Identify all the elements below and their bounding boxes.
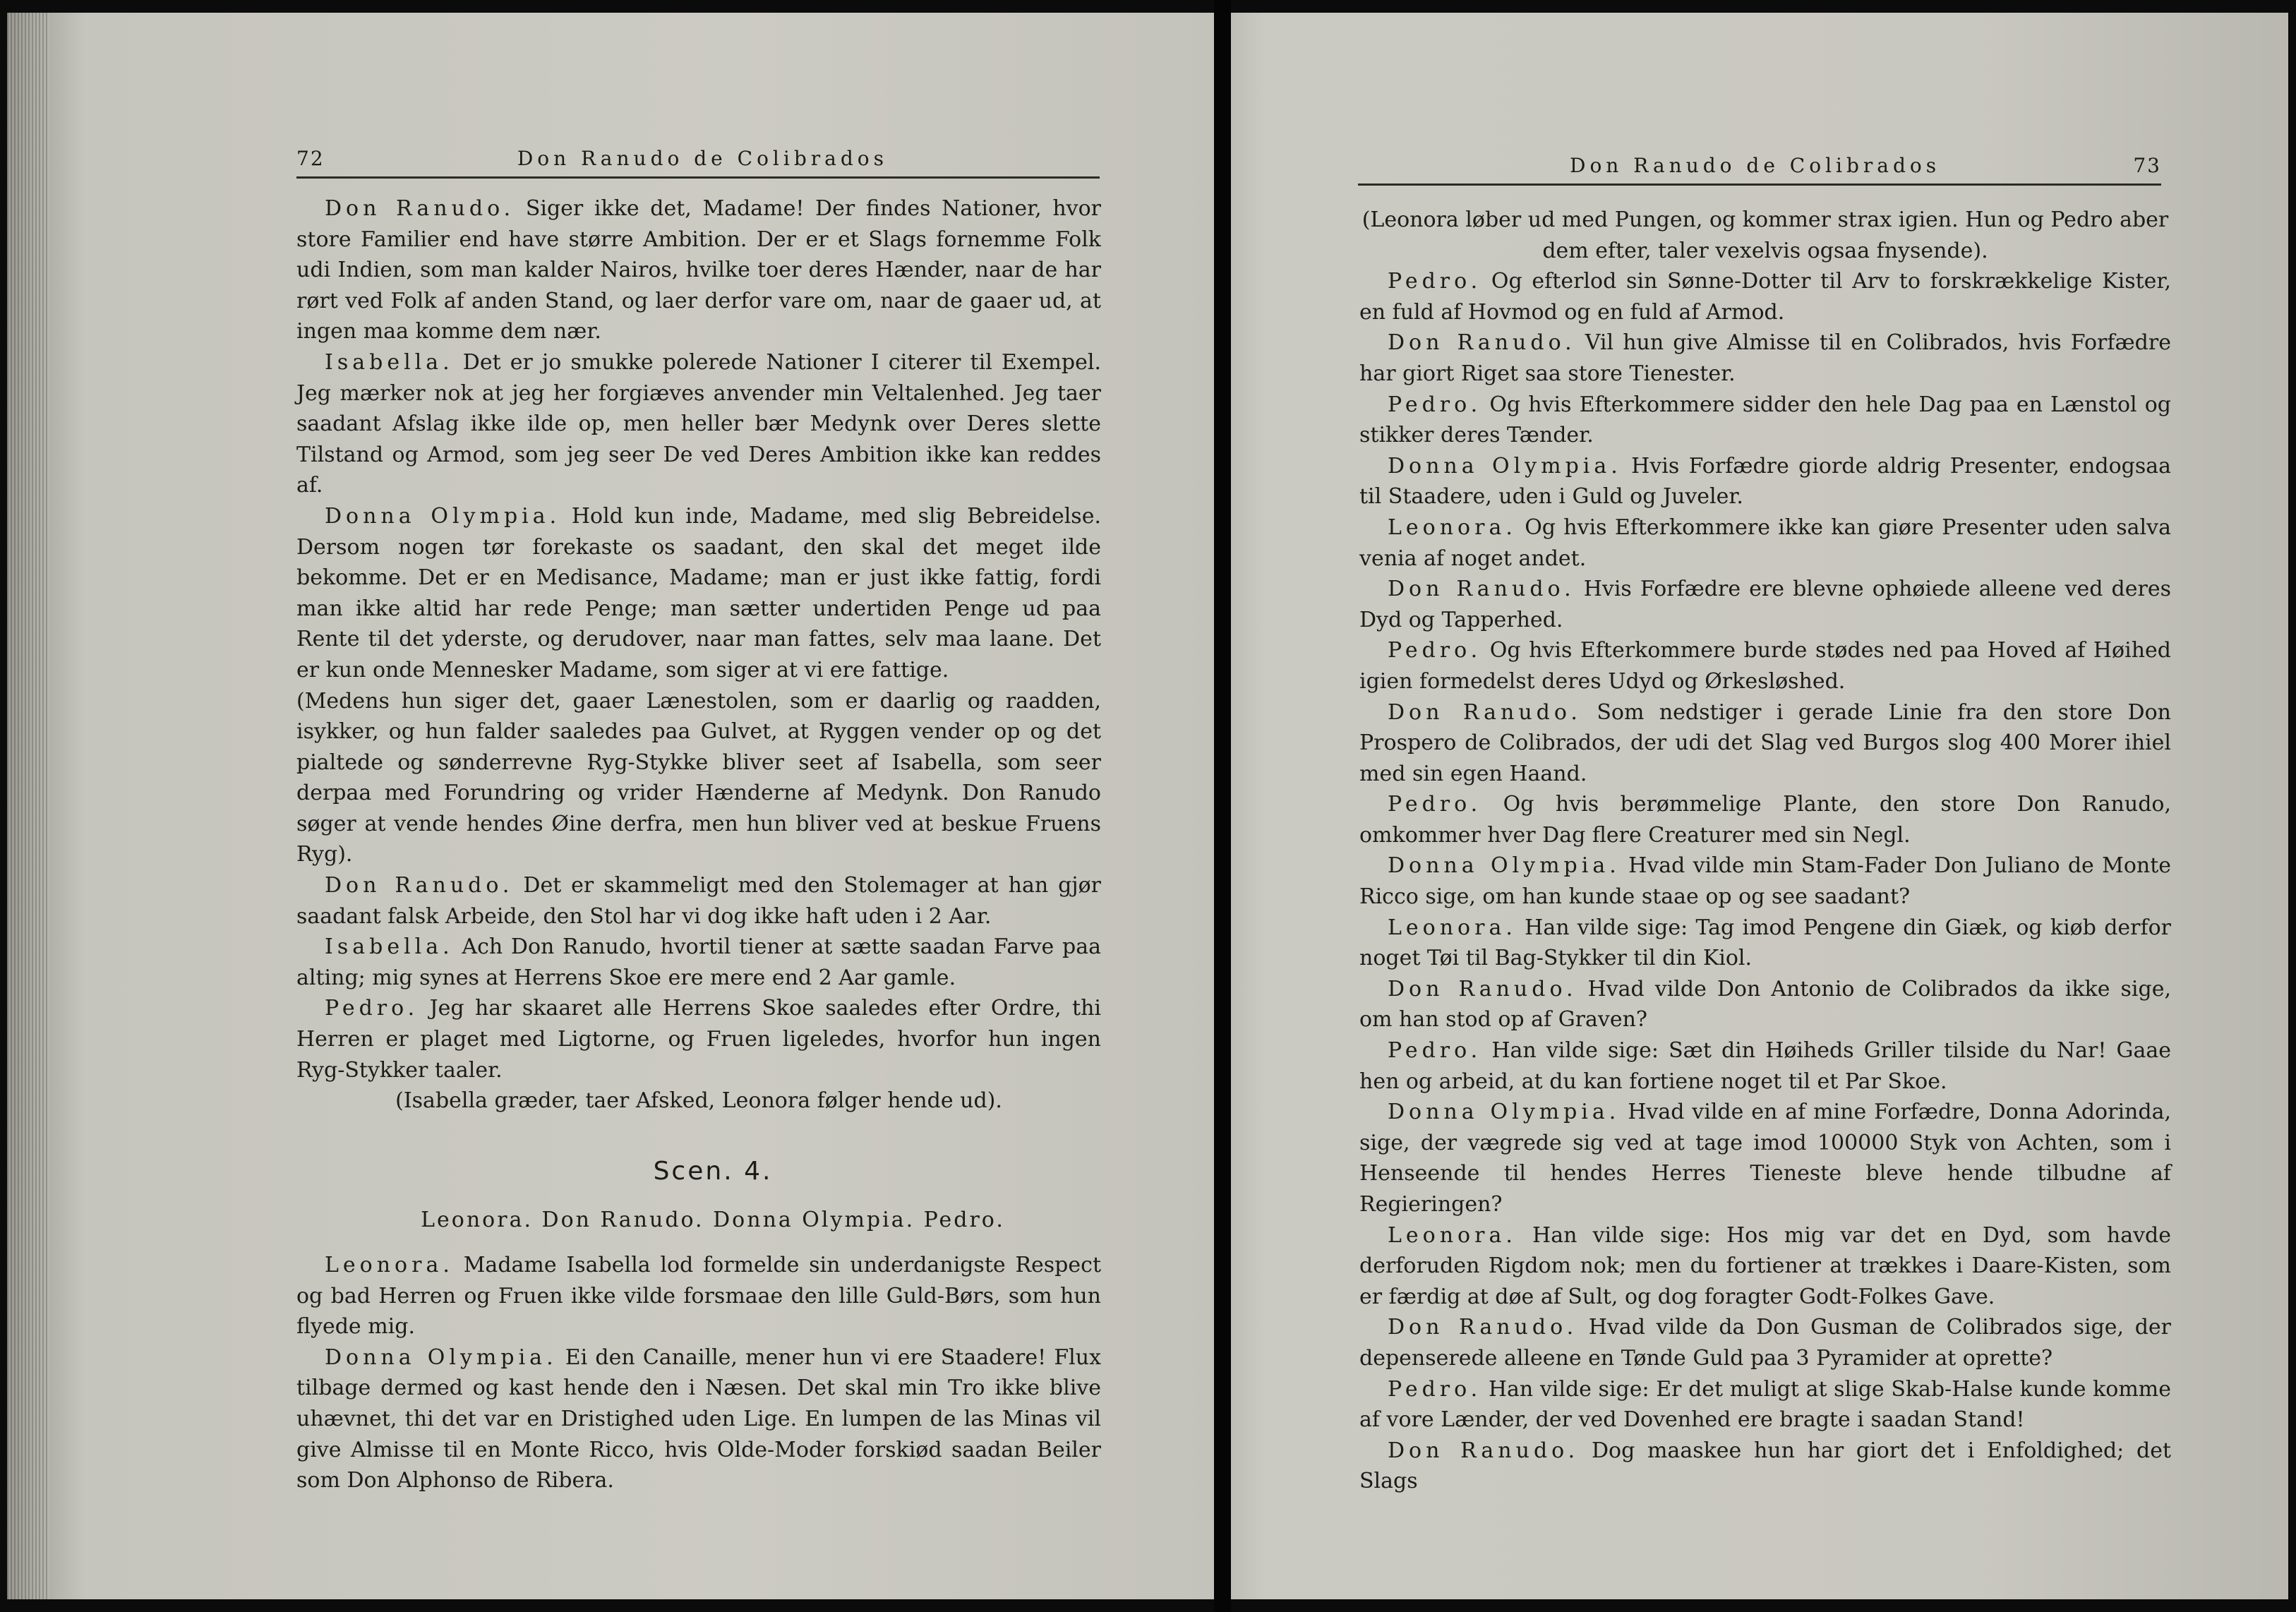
speech-paragraph xyxy=(1359,913,2171,974)
right-running-title: Don Ranudo de Colibrados xyxy=(1570,154,1941,177)
speech-paragraph xyxy=(1359,974,2171,1035)
speech-text: Og hvis berømmelige Plante, den store Don Ranudo, omkommer hver Dag flere Creaturer med sin Negl. xyxy=(1359,792,2171,848)
speech-text: Siger ikke det, Madame! Der findes Nationer, hvor store Familier end have større Ambition. Der er et Slags fornemme Folk udi Indien, som man kalder Nairos, hvilke toer deres Hænder, naar de har rørt ved Folk af anden Stand, og laer derfor vare om, naar de gaaer ud, at ingen maa komme dem nær. xyxy=(296,196,1101,344)
speech-text: Det er skammeligt med den Stolemager at han gjør saadant falsk Arbeide, den Stol har vi dog ikke haft uden i 2 Aar. xyxy=(296,873,1102,929)
speech-paragraph xyxy=(1359,327,2171,389)
right-body-text xyxy=(1359,205,2171,1497)
speaker-name: Leonora. xyxy=(1388,515,1517,540)
speech-paragraph xyxy=(1359,512,2171,574)
speech-paragraph xyxy=(1359,850,2171,912)
stage-direction xyxy=(1359,205,2171,266)
speech-text: Han vilde sige: Tag imod Pengene din Giæk, og kiøb derfor noget Tøi til Bag-Stykker til din Kiol. xyxy=(1359,915,2171,971)
stage-direction-text: (Isabella græder, taer Afsked, Leonora følger hende ud). xyxy=(395,1088,1002,1114)
speaker-name: Donna Olympia. xyxy=(1388,453,1622,479)
speech-text: Han vilde sige: Er det muligt at slige Skab-Halse kunde komme af vore Lænder, der ved Dovenhed ere bragte i saadan Stand! xyxy=(1359,1376,2171,1433)
speaker-name: Donna Olympia. xyxy=(325,503,561,529)
speaker-name: Pedro. xyxy=(1388,792,1482,817)
speech-paragraph xyxy=(296,193,1101,347)
left-body-text xyxy=(296,193,1101,1496)
speech-paragraph xyxy=(1359,574,2171,635)
right-header-rule xyxy=(1358,184,2161,186)
speaker-name: Don Ranudo. xyxy=(1388,330,1576,356)
left-running-head xyxy=(296,147,1100,170)
speech-paragraph xyxy=(1359,451,2171,512)
speaker-name: Don Ranudo. xyxy=(1388,976,1577,1002)
speaker-name: Don Ranudo. xyxy=(325,873,514,898)
left-header-rule xyxy=(296,176,1100,179)
speech-text: Ei den Canaille, mener hun vi ere Staadere! Flux tilbage dermed og kast hende den i Næsen. Det skal min Tro ikke blive uhævnet, thi det var en Dristighed uden Lige. En lumpen de las Minas vil give Almisse til en Monte Ricco, hvis Olde-Moder forskiød saadan Beiler som Don Alphonso de Ribera. xyxy=(296,1345,1101,1493)
speech-paragraph xyxy=(296,501,1101,686)
speech-paragraph xyxy=(296,1250,1101,1342)
speech-paragraph xyxy=(1359,1035,2171,1097)
stage-direction-text: (Leonora løber ud med Pungen, og kommer strax igien. Hun og Pedro aber dem efter, taler vexelvis ogsaa fnysende). xyxy=(1362,207,2169,263)
speech-paragraph xyxy=(296,1342,1101,1496)
left-running-title: Don Ranudo de Colibrados xyxy=(517,147,888,170)
speaker-name: Pedro. xyxy=(1388,392,1482,417)
speaker-name: Pedro. xyxy=(325,996,419,1021)
speech-paragraph xyxy=(1359,390,2171,451)
speech-text: Han vilde sige: Sæt din Høiheds Griller tilside du Nar! Gaae hen og arbeid, at du kan fortiene noget til et Par Skoe. xyxy=(1359,1038,2171,1094)
speech-paragraph xyxy=(296,932,1101,993)
stage-direction xyxy=(296,686,1101,871)
speech-text: Madame Isabella lod formelde sin underdanigste Respect og bad Herren og Fruen ikke vilde forsmaae den lille Guld-Børs, som hun flyede mig. xyxy=(296,1253,1101,1340)
book-spine-gap xyxy=(1214,0,1231,1612)
speech-paragraph xyxy=(296,870,1101,932)
speaker-name: Donna Olympia. xyxy=(325,1345,558,1370)
left-page-number: 72 xyxy=(296,147,325,170)
speech-paragraph xyxy=(1359,1436,2171,1497)
speaker-name: Pedro. xyxy=(1388,638,1482,663)
speech-text: Og hvis Efterkommere burde stødes ned paa Hoved af Høihed igien formedelst deres Udyd og Ørkesløshed. xyxy=(1359,638,2171,694)
speech-text: Hvad vilde da Don Gusman de Colibrados sige, der depenserede alleene en Tønde Guld paa 3 Pyramider at oprette? xyxy=(1359,1315,2172,1371)
speaker-name: Don Ranudo. xyxy=(1388,699,1582,725)
speech-paragraph xyxy=(1359,789,2171,850)
scene-heading: Scen. 4. xyxy=(653,1156,773,1186)
speaker-name: Isabella. xyxy=(325,934,454,960)
speaker-name: Donna Olympia. xyxy=(1388,1100,1621,1125)
right-page xyxy=(1231,13,2288,1599)
speaker-name: Don Ranudo. xyxy=(1388,1315,1578,1340)
speech-text: Han vilde sige: Hos mig var det en Dyd, som havde derforuden Rigdom nok; men du fortiener at trækkes i Daare-Kisten, som er færdig at døe af Sult, og dog foragter Godt-Folkes Gave. xyxy=(1359,1222,2171,1309)
speech-text: Hvad vilde min Stam-Fader Don Juliano de Monte Ricco sige, om han kunde staae op og see saadant? xyxy=(1359,853,2172,910)
speech-paragraph xyxy=(1359,1097,2171,1220)
speaker-name: Don Ranudo. xyxy=(325,196,515,221)
left-page xyxy=(7,13,1214,1599)
stage-direction-text: (Medens hun siger det, gaaer Lænestolen, som er daarlig og raadden, isykker, og hun falder saaledes paa Gulvet, at Ryggen vender op og det pialtede og sønderrevne Ryg-Stykke bliver seet af Isabella, som seer derpaa med Forundring og vrider Hænderne af Medynk. Don Ranudo søger at vende hendes Øine derfra, men hun bliver ved at beskue Fruens Ryg). xyxy=(296,688,1101,867)
right-page-number: 73 xyxy=(2133,154,2161,177)
speech-paragraph xyxy=(296,993,1101,1085)
speaker-name: Donna Olympia. xyxy=(1388,853,1621,879)
stage-direction xyxy=(296,1085,1101,1117)
speaker-name: Leonora. xyxy=(325,1253,454,1277)
right-running-head xyxy=(1358,154,2161,177)
speaker-name: Pedro. xyxy=(1388,1376,1482,1402)
speech-paragraph xyxy=(1359,635,2171,697)
speech-text: Og efterlod sin Sønne-Dotter til Arv to forskrækkelige Kister, en fuld af Hovmod og en fuld af Armod. xyxy=(1359,269,2171,325)
speech-paragraph xyxy=(1359,697,2171,790)
speech-text: Og hvis Efterkommere sidder den hele Dag paa en Lænstol og stikker deres Tænder. xyxy=(1359,392,2171,448)
speaker-name: Don Ranudo. xyxy=(1388,577,1575,602)
speech-text: Hold kun inde, Madame, med slig Bebreidelse. Dersom nogen tør forekaste os saadant, den skal det meget ilde bekomme. Det er en Medisance, Madame; man er just ikke fattig, fordi man ikke altid har rede Penge; man sætter undertiden Penge ud paa Rente til det yderste, og derudover, naar man fattes, selv maa laane. Det er kun onde Mennesker Madame, som siger at vi ere fattige. xyxy=(296,503,1101,682)
speech-text: Dog maaskee hun har giort det i Enfoldighed; det Slags xyxy=(1359,1438,2171,1494)
speech-paragraph xyxy=(1359,1374,2171,1436)
speech-text: Jeg har skaaret alle Herrens Skoe saaledes efter Ordre, thi Herren er plaget med Ligtorne, og Fruen ligeledes, hvorfor hun ingen Ryg-Stykker taaler. xyxy=(296,996,1101,1083)
speech-text: Og hvis Efterkommere ikke kan giøre Presenter uden salva venia af noget andet. xyxy=(1359,515,2171,571)
speech-text: Hvad vilde en af mine Forfædre, Donna Adorinda, sige, der vægrede sig ved at tage imod 100000 Styk von Achten, som i Henseende til hendes Herres Tieneste bleve hende tilbudne af Regieringen? xyxy=(1359,1100,2172,1217)
speaker-name: Pedro. xyxy=(1388,269,1482,294)
page-edge-strips xyxy=(7,13,49,1599)
speech-paragraph xyxy=(1359,266,2171,327)
scene-persons: Leonora. Don Ranudo. Donna Olympia. Pedro. xyxy=(421,1208,1005,1233)
speech-text: Som nedstiger i gerade Linie fra den store Don Prospero de Colibrados, der udi det Slag ved Burgos slog 400 Morer ihiel med sin egen Haand. xyxy=(1359,699,2171,786)
speech-text: Ach Don Ranudo, hvortil tiener at sætte saadan Farve paa alting; mig synes at Herrens Skoe ere mere end 2 Aar gamle. xyxy=(296,934,1101,990)
speech-paragraph xyxy=(1359,1312,2171,1373)
speech-text: Hvis Forfædre ere blevne ophøiede alleene ved deres Dyd og Tapperhed. xyxy=(1359,577,2171,632)
speech-text: Hvad vilde Don Antonio de Colibrados da ikke sige, om han stod op af Graven? xyxy=(1359,976,2171,1033)
speaker-name: Pedro. xyxy=(1388,1038,1482,1064)
speech-paragraph xyxy=(1359,1220,2171,1313)
speaker-name: Leonora. xyxy=(1388,1222,1517,1248)
speech-text: Hvis Forfædre giorde aldrig Presenter, endogsaa til Staadere, uden i Guld og Juveler. xyxy=(1359,453,2172,510)
speech-text: Det er jo smukke polerede Nationer I citerer til Exempel. Jeg mærker nok at jeg her forgiæves anvender min Veltalenhed. Jeg taer saadant Afslag ikke ilde op, men heller bær Medynk over Deres slette Tilstand og Armod, som jeg seer De ved Deres Ambition ikke kan reddes af. xyxy=(296,349,1101,498)
speaker-name: Don Ranudo. xyxy=(1388,1438,1580,1463)
speaker-name: Isabella. xyxy=(325,349,454,375)
speaker-name: Leonora. xyxy=(1388,915,1517,940)
speech-paragraph xyxy=(296,347,1101,501)
speech-text: Vil hun give Almisse til en Colibrados, hvis Forfædre har giort Riget saa store Tienester. xyxy=(1359,330,2171,386)
